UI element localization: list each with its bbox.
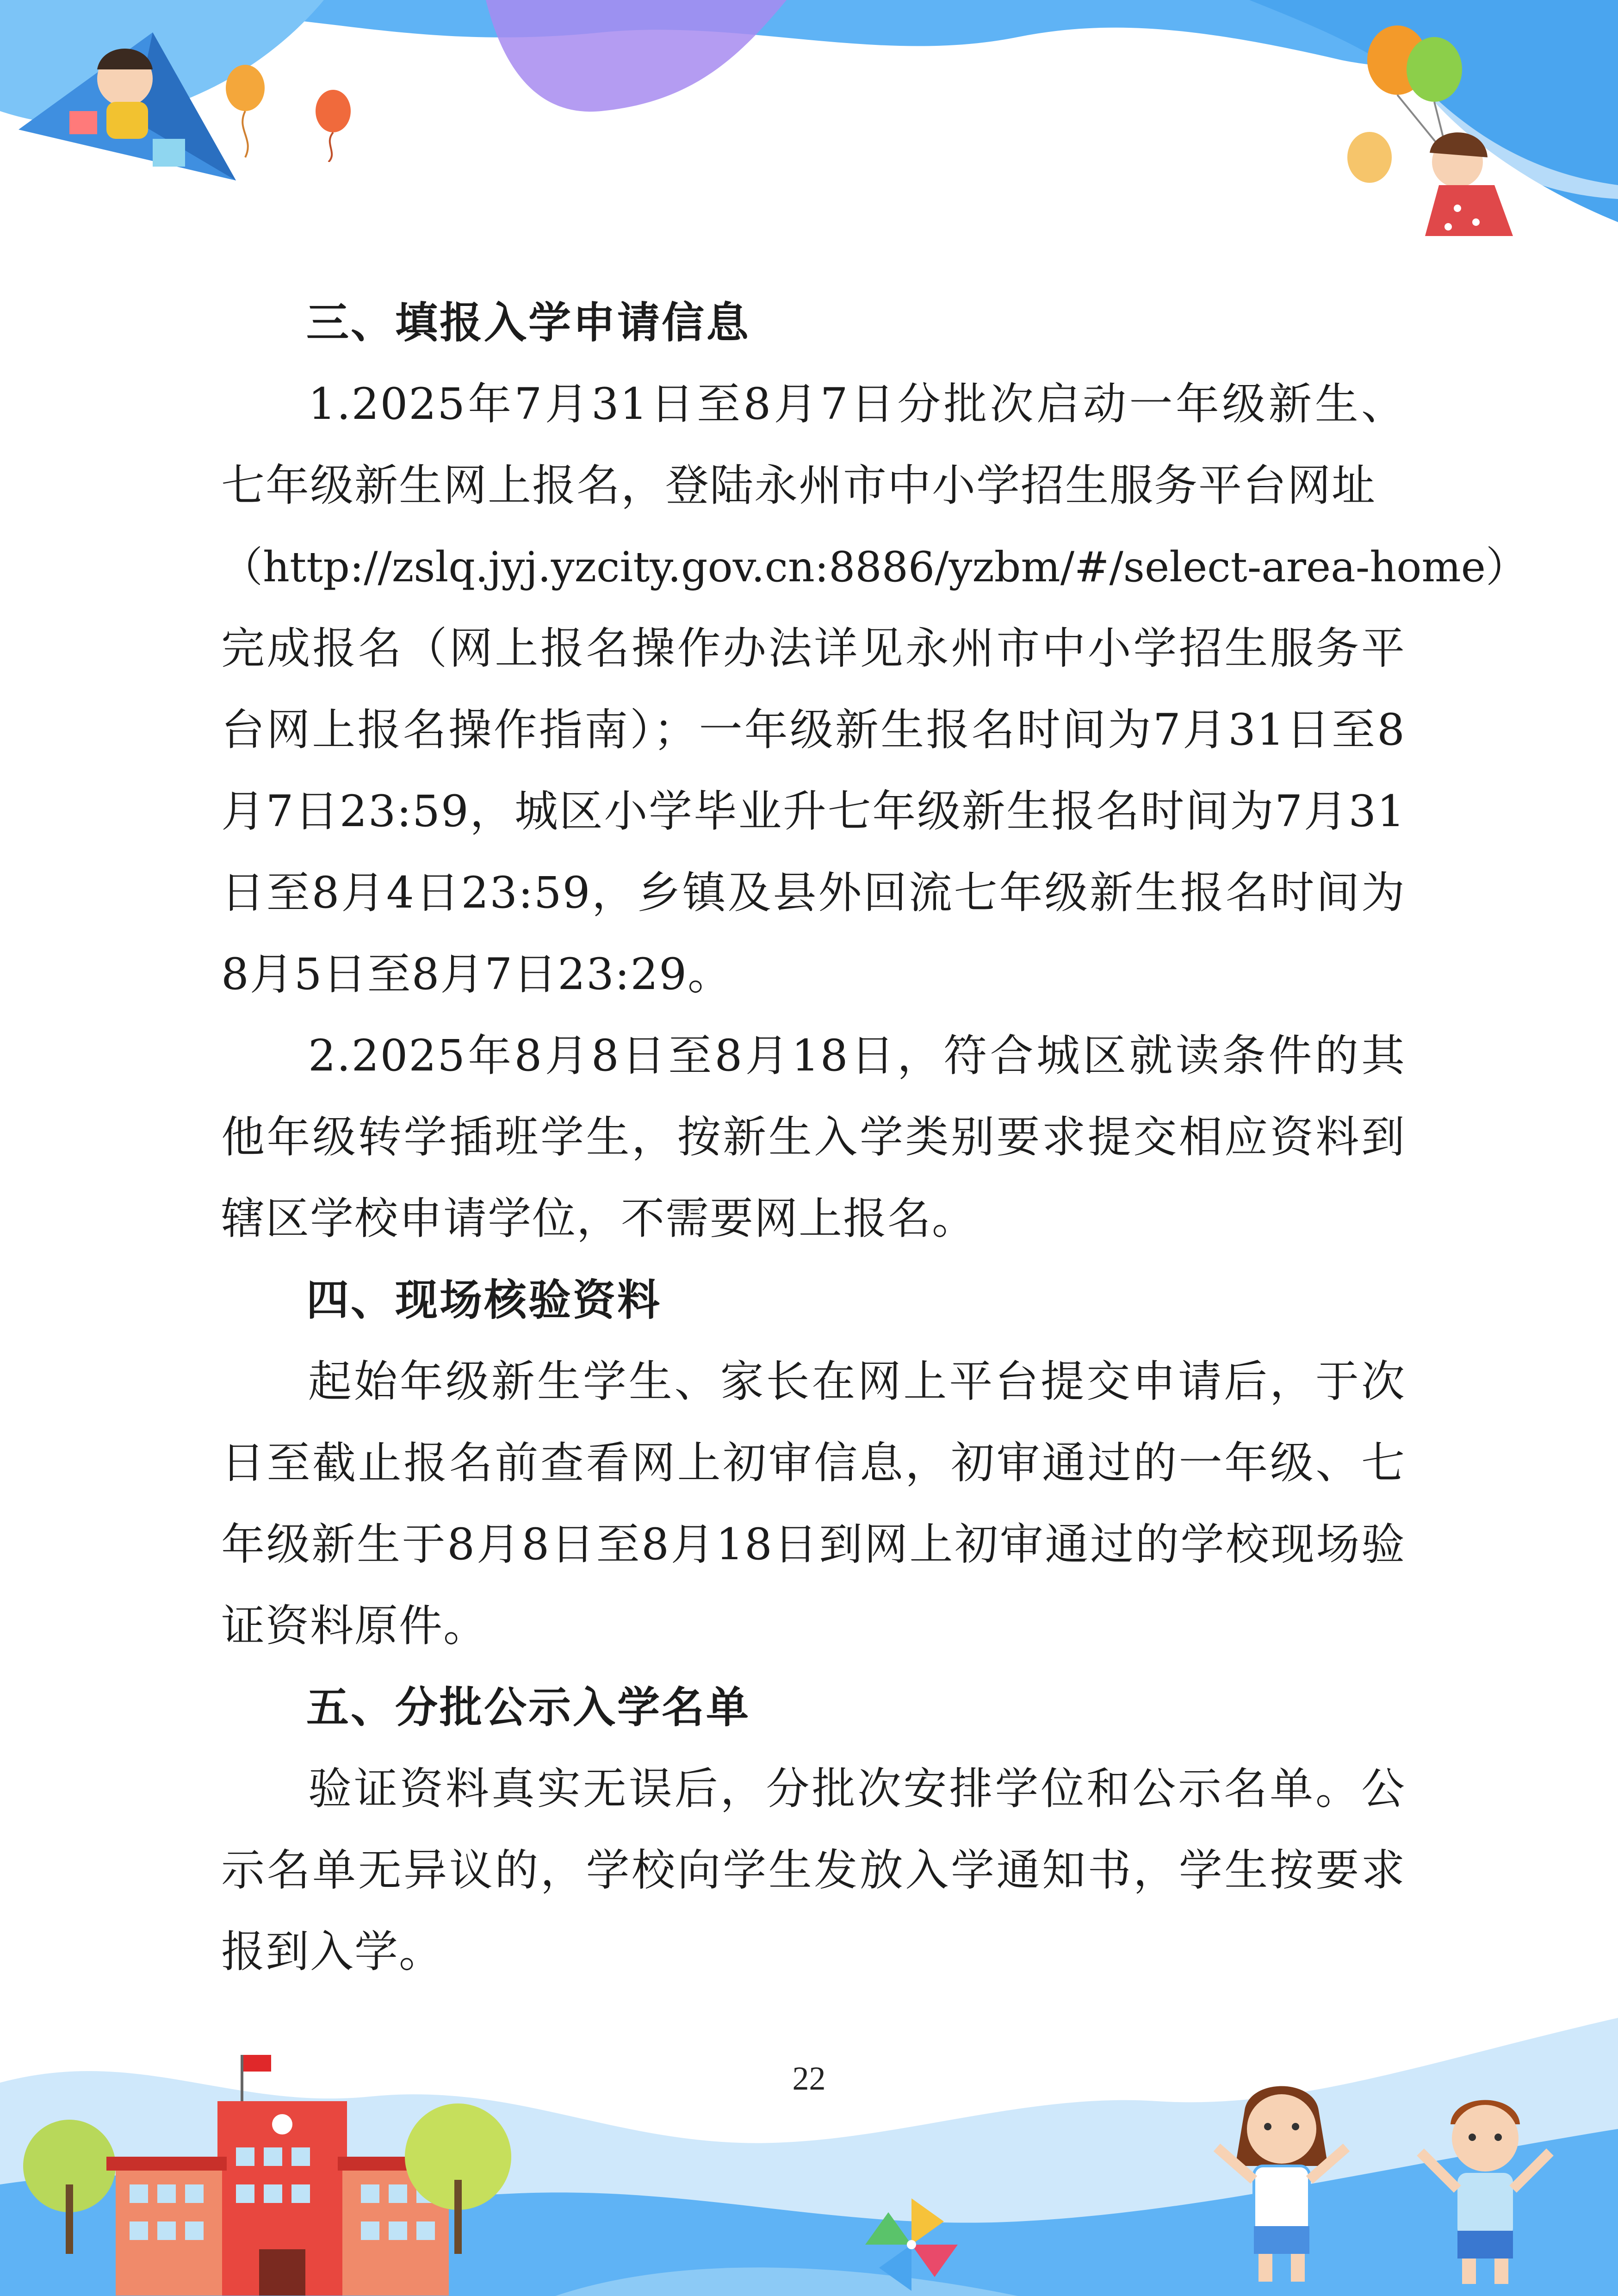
paragraph: 1.2025年7月31日至8月7日分批次启动一年级新生、七年级新生网上报名，登陆永州市中小学招生服务平台网址	[221, 379, 1406, 511]
document-body	[221, 282, 1528, 1993]
section-heading: 三、填报入学申请信息	[306, 298, 751, 348]
girl-cheering-illustration	[1203, 2073, 1360, 2286]
page-number: 22	[792, 2060, 826, 2097]
pinwheel-icon	[856, 2194, 967, 2296]
tree-icon	[398, 2101, 518, 2254]
paragraph: 2.2025年8月8日至8月18日，符合城区就读条件的其他年级转学插班学生，按新生入学类别要求提交相应资料到辖区学校申请学位，不需要网上报名。	[221, 1031, 1406, 1244]
tree-icon	[19, 2115, 120, 2254]
top-decoration	[0, 0, 1618, 259]
paragraph: 完成报名（网上报名操作办法详见永州市中小学招生服务平台网上报名操作指南）；一年级新生报名时间为7月31日至8月7日23:59，城区小学毕业升七年级新生报名时间为7月31日至8月4日23:59，乡镇及县外回流七年级新生报名时间为8月5日至8月7日23:29。	[221, 623, 1406, 1000]
balloon-icon	[217, 60, 356, 162]
section-heading: 五、分批公示入学名单	[306, 1683, 751, 1732]
boy-cheering-illustration	[1407, 2083, 1564, 2286]
section-heading: 四、现场核验资料	[306, 1276, 662, 1325]
bottom-decoration	[0, 1990, 1618, 2296]
girl-with-balloons-illustration	[1342, 19, 1555, 241]
paragraph: 验证资料真实无误后，分批次安排学位和公示名单。公示名单无异议的，学校向学生发放入学通知书，学生按要求报到入学。	[221, 1764, 1406, 1977]
paragraph: 起始年级新生学生、家长在网上平台提交申请后，于次日至截止报名前查看网上初审信息，初审通过的一年级、七年级新生于8月8日至8月18日到网上初审通过的学校现场验证资料原件。	[221, 1356, 1406, 1651]
website-url: （http://zslq.jyj.yzcity.gov.cn:8886/yzbm/#/select-area-home）	[221, 543, 1528, 591]
